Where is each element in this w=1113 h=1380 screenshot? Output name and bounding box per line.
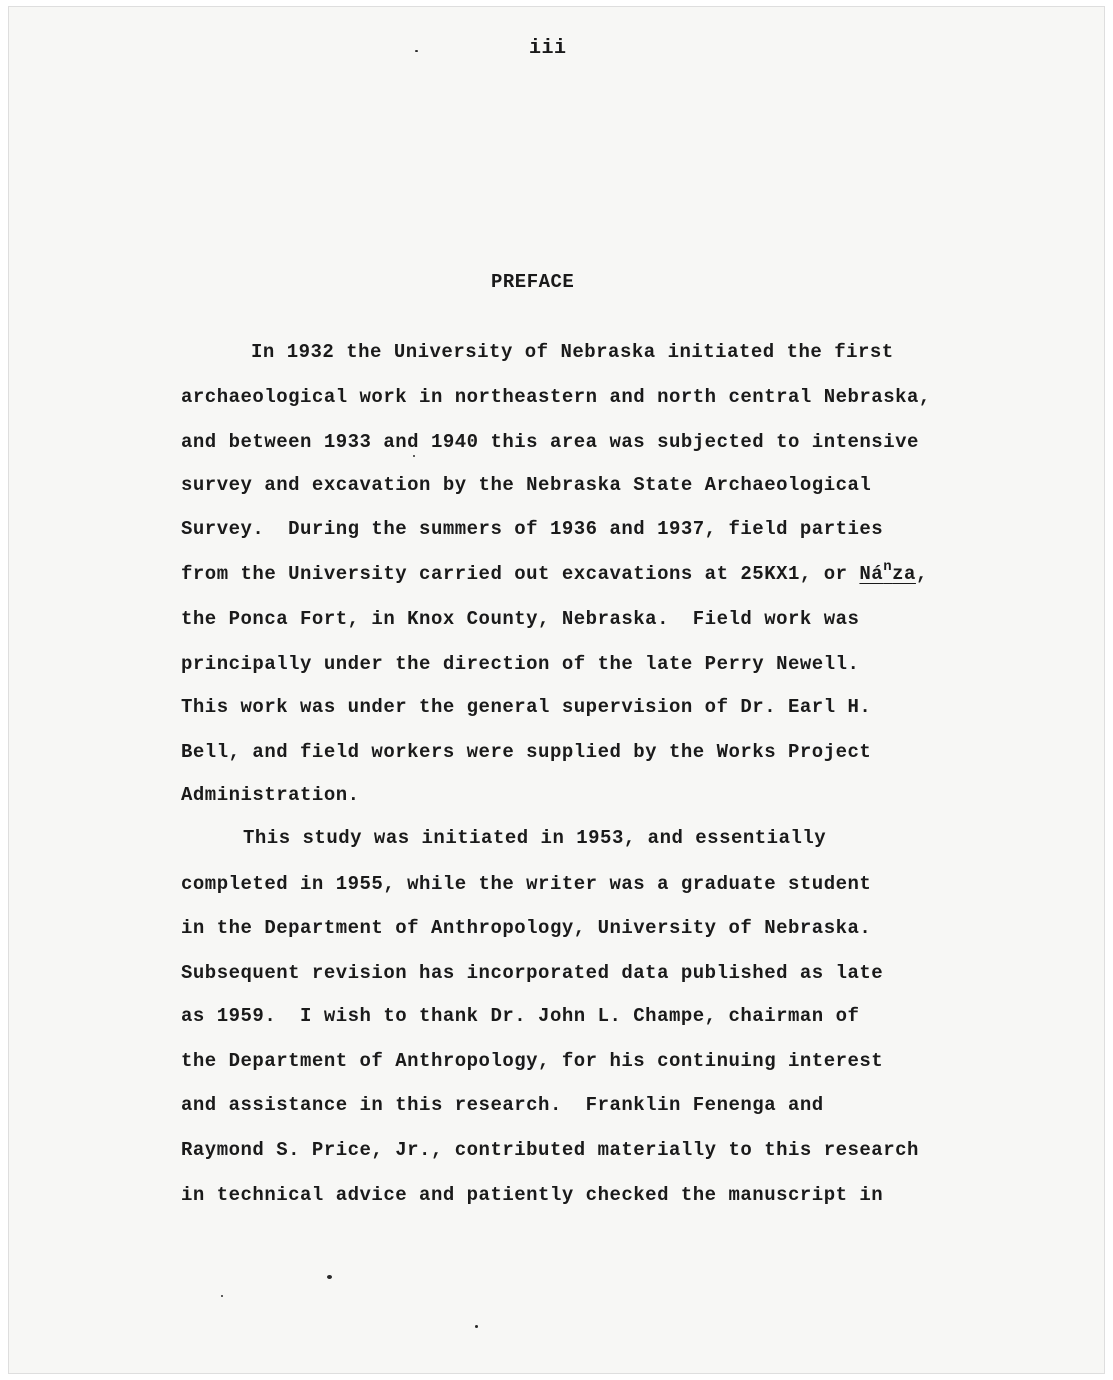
- text-line: in the Department of Anthropology, University of Nebraska.: [181, 917, 872, 939]
- manuscript-page: [8, 6, 1105, 1374]
- text-line: Administration.: [181, 784, 360, 806]
- text-line: the Ponca Fort, in Knox County, Nebraska. Field work was: [181, 608, 860, 630]
- paper-speck: [327, 1275, 332, 1279]
- section-heading: PREFACE: [491, 271, 575, 293]
- paper-speck: [415, 50, 418, 52]
- text-line: Raymond S. Price, Jr., contributed materially to this research: [181, 1139, 919, 1161]
- text-line: This study was initiated in 1953, and essentially: [243, 827, 827, 849]
- site-name-part: za: [892, 563, 916, 585]
- text-line: Survey. During the summers of 1936 and 1937, field parties: [181, 518, 884, 540]
- page-number: iii: [529, 37, 567, 60]
- paper-speck: [221, 1295, 223, 1297]
- text-line: and between 1933 and 1940 this area was subjected to intensive: [181, 431, 919, 453]
- text-line: in technical advice and patiently checked the manuscript in: [181, 1184, 884, 1206]
- text-line: [181, 559, 928, 587]
- text-line: Bell, and field workers were supplied by the Works Project: [181, 741, 872, 763]
- text-segment: from the University carried out excavations at 25KX1, or: [181, 563, 860, 585]
- site-name: [859, 559, 916, 585]
- text-line: the Department of Anthropology, for his continuing interest: [181, 1050, 884, 1072]
- text-line: as 1959. I wish to thank Dr. John L. Champe, chairman of: [181, 1005, 860, 1027]
- text-line: completed in 1955, while the writer was a graduate student: [181, 873, 872, 895]
- site-name-superscript: n: [883, 559, 893, 575]
- text-line: Subsequent revision has incorporated data published as late: [181, 962, 884, 984]
- text-line: survey and excavation by the Nebraska State Archaeological: [181, 474, 872, 496]
- text-line: and assistance in this research. Franklin Fenenga and: [181, 1094, 824, 1116]
- text-segment: ,: [915, 563, 928, 585]
- paper-speck: [475, 1325, 478, 1328]
- site-name-part: Ná: [859, 563, 884, 585]
- text-line: principally under the direction of the late Perry Newell.: [181, 653, 860, 675]
- text-line: In 1932 the University of Nebraska initiated the first: [251, 341, 894, 363]
- paper-speck: [413, 455, 415, 457]
- text-line: This work was under the general supervision of Dr. Earl H.: [181, 696, 872, 718]
- text-line: archaeological work in northeastern and north central Nebraska,: [181, 386, 931, 408]
